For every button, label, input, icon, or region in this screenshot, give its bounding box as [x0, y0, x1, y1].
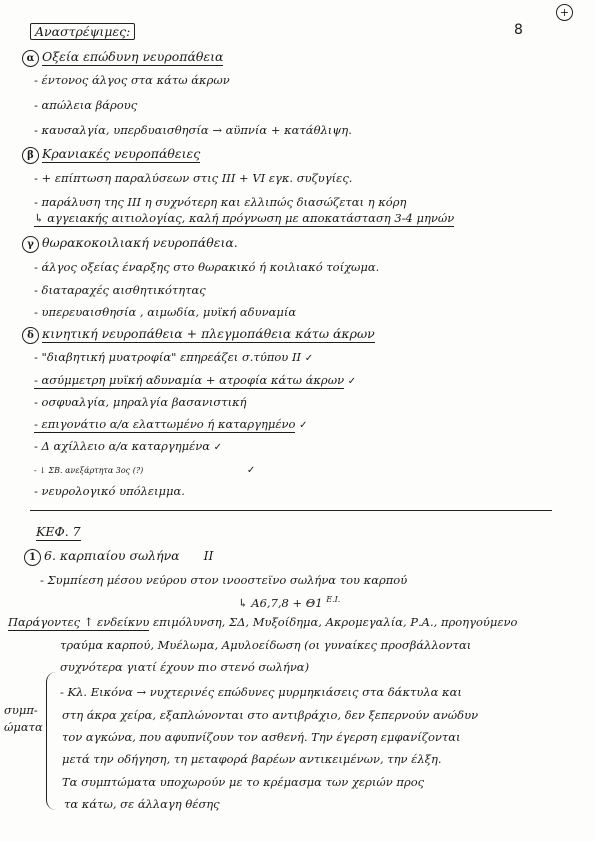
section2-title: Κρανιακές νευροπάθειες [42, 146, 201, 161]
section4-item-text: - ασύμμετρη μυϊκή αδυναμία + ατροφία κάτω άκρων [34, 373, 345, 387]
chapter-item1-heading [24, 548, 214, 566]
page-number: 8 [514, 22, 523, 38]
factors-label: Παράγοντες ↑ ενδείκνυ [8, 615, 150, 629]
section1-item: - έντονος άλγος στα κάτω άκρων [34, 73, 230, 87]
section4-item [34, 416, 308, 434]
header-title: Αναστρέψιμες: [30, 23, 135, 40]
symptoms-line: τον αγκώνα, που αφυπνίζουν τον ασθενή. Την έγερση εμφανίζονται [62, 730, 461, 744]
check-icon: ✓ [304, 353, 314, 364]
symptoms-label: συμπ- ώματα [4, 703, 43, 734]
section4-item [34, 372, 356, 390]
chapter-item1-roots-line [238, 592, 340, 611]
header-title-line [30, 24, 135, 40]
chapter-item1-number: 1 [24, 549, 41, 566]
chapter-item1-desc: - Συμπίεση μέσου νεύρου στον ινοοστεϊνο σωλήνα του καρπού [40, 573, 408, 587]
section3-title: θωρακοκοιλιακή νευροπάθεια. [42, 235, 238, 250]
symptoms-line: Τα συμπτώματα υποχωρούν με το κρέμασμα των χεριών προς [62, 775, 425, 789]
factors-line [8, 614, 517, 630]
section2-item: - παράλυση της III η συχνότερη και ελλιπώς διασώζεται η κόρη [34, 195, 407, 209]
check-icon: ✓ [347, 376, 357, 387]
section-divider [30, 510, 552, 511]
section4-item [34, 349, 313, 367]
section4-title: κινητική νευροπάθεια + πλεγμοπάθεια κάτω άκρων [42, 326, 375, 341]
symptoms-line: τα κάτω, σε άλλαγη θέσης [64, 797, 220, 811]
section4-item-text: - Δ αχίλλειο α/α καταργημένα [34, 439, 211, 453]
symptoms-line: στη άκρα χείρα, εξαπλώνονται στο αντιβράχιο, δεν ξεπερνούν ανώδυν [62, 708, 479, 722]
section2-item-text: ↳ αγγειακής αιτιολογίας, καλή πρόγνωση με αποκατάσταση 3-4 μηνών [34, 211, 455, 225]
check-icon: ✓ [299, 420, 308, 431]
section1-item: - καυσαλγία, υπερδυαισθησία → αϋπνία + κατάθλιψη. [34, 123, 352, 137]
section4-item-text: - ↓ ΣΒ. ανεξάρτητα 3ος (?) [34, 466, 144, 475]
section3-heading [22, 235, 238, 253]
section4-item [34, 438, 222, 456]
check-icon: ✓ [213, 442, 223, 453]
factors-line: τραύμα καρπού, Μυέλωμα, Αμυλοείδωση (οι γυναίκες προσβάλλονται [60, 638, 472, 652]
section1-title: Οξεία επώδυνη νευροπάθεια [42, 49, 224, 64]
symptoms-line: μετά την οδήγηση, τη μεταφορά βαρέων αντικειμένων, την έλξη. [62, 752, 442, 766]
section4-item [34, 394, 247, 410]
section2-item [34, 210, 454, 226]
section1-number: α [22, 50, 39, 67]
section4-item-text: - επιγονάτιο α/α ελαττωμένο ή καταργημένο [34, 417, 296, 431]
section4-number: δ [22, 327, 39, 344]
check-icon: ✓ [246, 465, 256, 476]
chapter-item1-title: 6. καρπιαίου σωλήνα [44, 548, 180, 563]
section2-heading [22, 146, 200, 164]
section4-item-text: - οσφυαλγία, μηραλγία βασανιστική [34, 395, 247, 409]
section4-item [34, 461, 255, 479]
chapter-item1-suffix: II [203, 548, 214, 563]
section1-item: - απώλεια βάρους [34, 98, 138, 112]
chapter-item1-roots: ↳ A6,7,8 + Θ1 [238, 595, 323, 610]
chapter-title: ΚΕΦ. 7 [36, 524, 81, 539]
chapter-title-line [36, 524, 81, 540]
section1-heading [22, 49, 223, 67]
section4-item-text: - "διαβητική μυατροφία" επηρεάζει σ.τύπου II [34, 350, 302, 364]
factors-line: συχνότερα γιατί έχουν πιο στενό σωλήνα) [60, 660, 310, 674]
corner-plus-mark: + [556, 4, 573, 21]
section3-number: γ [22, 236, 39, 253]
symptoms-brace [46, 672, 57, 810]
section4-item: - νευρολογικό υπόλειμμα. [34, 484, 185, 498]
section3-item: - άλγος οξείας έναρξης στο θωρακικό ή κοιλιακό τοίχωμα. [34, 260, 380, 274]
chapter-item1-roots-sup: E.Ι. [326, 595, 341, 604]
symptoms-line: - Κλ. Εικόνα → νυχτερινές επώδυνες μυρμηκιάσεις στα δάκτυλα και [60, 685, 462, 699]
section3-item: - διαταραχές αισθητικότητας [34, 283, 206, 297]
section4-heading [22, 326, 375, 344]
section3-item: - υπερευαισθησία , αιμωδία, μυϊκή αδυναμία [34, 305, 297, 319]
section2-number: β [22, 147, 39, 164]
section2-item: - + επίπτωση παραλύσεων στις III + VI εγκ. συζυγίες. [34, 171, 353, 185]
factors-text: επιμόλυνση, ΣΔ, Μυξοίδημα, Ακρομεγαλία, Ρ.Α., προηγούμενο [152, 615, 518, 629]
